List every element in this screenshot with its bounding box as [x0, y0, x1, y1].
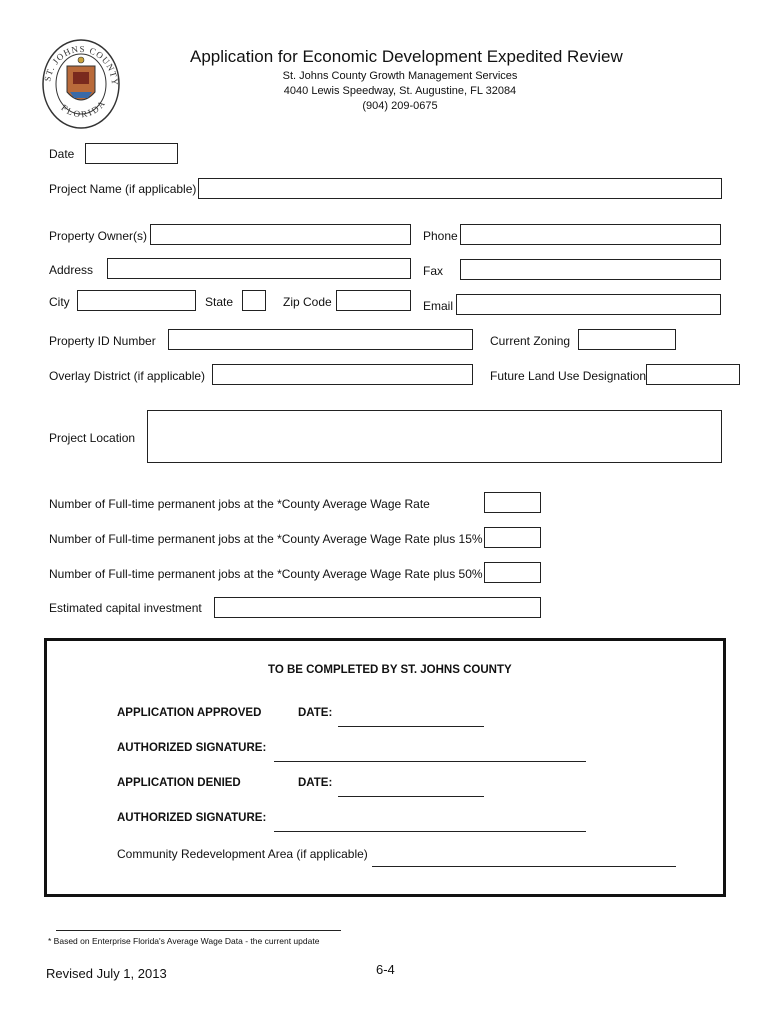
date-field[interactable] — [85, 143, 178, 164]
address-field[interactable] — [107, 258, 411, 279]
approved-date-line[interactable] — [338, 726, 484, 727]
page-title: Application for Economic Development Expedited Review — [190, 47, 623, 66]
project-location-label: Project Location — [49, 431, 136, 445]
jobs-avg-label: Number of Full-time permanent jobs at the *County Average Wage Rate — [49, 497, 430, 511]
address-label: Address — [49, 263, 94, 277]
jobs-50-label: Number of Full-time permanent jobs at the *County Average Wage Rate plus 50% — [49, 567, 483, 581]
property-id-label: Property ID Number — [49, 334, 156, 348]
approved-date-label: DATE: — [298, 707, 333, 719]
svg-text:FLORIDA — [59, 97, 108, 119]
city-field[interactable] — [77, 290, 196, 311]
capital-field[interactable] — [214, 597, 541, 618]
overlay-label: Overlay District (if applicable) — [49, 369, 206, 383]
footnote: * Based on Enterprise Florida's Average Wage Data - the current update — [48, 936, 320, 946]
org-address: 4040 Lewis Speedway, St. Augustine, FL 32084 — [283, 85, 517, 97]
jobs-avg-field[interactable] — [484, 492, 541, 513]
capital-label: Estimated capital investment — [49, 601, 202, 615]
jobs-15-label: Number of Full-time permanent jobs at the *County Average Wage Rate plus 15% — [49, 532, 483, 546]
current-zoning-label: Current Zoning — [490, 334, 571, 348]
current-zoning-field[interactable] — [578, 329, 676, 350]
approved-label: APPLICATION APPROVED — [117, 707, 262, 719]
page-number: 6-4 — [376, 962, 395, 977]
signature-line-1[interactable] — [274, 761, 586, 762]
overlay-field[interactable] — [212, 364, 473, 385]
owner-field[interactable] — [150, 224, 411, 245]
signature-label-1: AUTHORIZED SIGNATURE: — [117, 742, 267, 754]
project-name-label: Project Name (if applicable) — [49, 182, 197, 196]
email-label: Email — [423, 299, 454, 313]
email-field[interactable] — [456, 294, 721, 315]
fax-label: Fax — [423, 264, 444, 278]
seal-top-text: ST. JOHNS COUNTY — [42, 43, 121, 87]
org-phone: (904) 209-0675 — [362, 100, 438, 112]
phone-field[interactable] — [460, 224, 721, 245]
state-label: State — [205, 295, 234, 309]
cra-line[interactable] — [372, 866, 676, 867]
date-label: Date — [49, 147, 75, 161]
jobs-50-field[interactable] — [484, 562, 541, 583]
revised-date: Revised July 1, 2013 — [46, 966, 167, 981]
signature-label-2: AUTHORIZED SIGNATURE: — [117, 812, 267, 824]
denied-label: APPLICATION DENIED — [117, 777, 241, 789]
future-land-use-label: Future Land Use Designation — [490, 369, 647, 383]
cra-label: Community Redevelopment Area (if applicable) — [117, 847, 368, 861]
zip-label: Zip Code — [283, 295, 332, 309]
phone-label: Phone — [423, 229, 458, 243]
owner-label: Property Owner(s) — [49, 229, 148, 243]
project-location-field[interactable] — [147, 410, 722, 463]
county-section-heading: TO BE COMPLETED BY ST. JOHNS COUNTY — [268, 664, 512, 676]
signature-line-2[interactable] — [274, 831, 586, 832]
state-field[interactable] — [242, 290, 266, 311]
project-name-field[interactable] — [198, 178, 722, 199]
county-seal — [40, 36, 122, 130]
future-land-use-field[interactable] — [646, 364, 740, 385]
denied-date-label: DATE: — [298, 777, 333, 789]
org-name: St. Johns County Growth Management Services — [282, 70, 518, 82]
city-label: City — [49, 295, 70, 309]
denied-date-line[interactable] — [338, 796, 484, 797]
fax-field[interactable] — [460, 259, 721, 280]
seal-bottom-text: FLORIDA — [59, 97, 108, 120]
footnote-divider — [56, 930, 341, 931]
zip-field[interactable] — [336, 290, 411, 311]
jobs-15-field[interactable] — [484, 527, 541, 548]
property-id-field[interactable] — [168, 329, 473, 350]
